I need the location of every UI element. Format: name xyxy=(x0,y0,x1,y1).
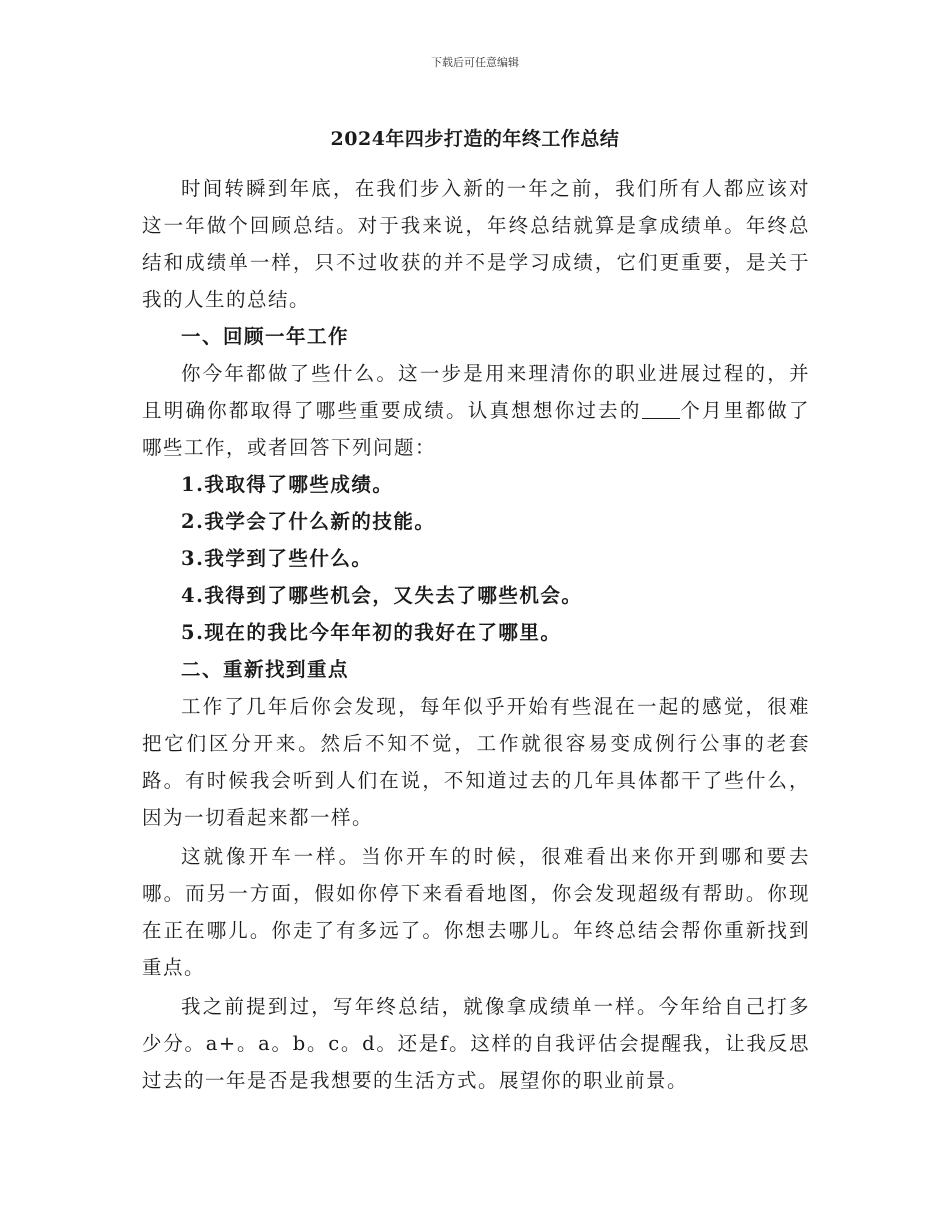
document-title: 2024年四步打造的年终工作总结 xyxy=(330,128,620,150)
document-body xyxy=(142,170,810,1099)
section1-text-after: 个月里都做了哪些工作，或者回答下列问题： xyxy=(142,399,810,459)
list-item: 4.我得到了哪些机会，又失去了哪些机会。 xyxy=(181,584,583,607)
fill-in-blank xyxy=(642,398,680,419)
section2-paragraph-2: 这就像开车一样。当你开车的时候，很难看出来你开到哪和要去哪。而另一方面，假如你停下来看看地图，你会发现超级有帮助。你现在正在哪儿。你走了有多远了。你想去哪儿。年终总结会帮你重新找到重点。 xyxy=(142,845,810,979)
section2-paragraph-3: 我之前提到过，写年终总结，就像拿成绩单一样。今年给自己打多少分。a+。a。b。c。d。还是f。这样的自我评估会提醒我，让我反思过去的一年是否是我想要的生活方式。展望你的职业前景。 xyxy=(142,995,810,1092)
intro-paragraph: 时间转瞬到年底，在我们步入新的一年之前，我们所有人都应该对这一年做个回顾总结。对于我来说，年终总结就算是拿成绩单。年终总结和成绩单一样，只不过收获的并不是学习成绩，它们更重要，是关于我的人生的总结。 xyxy=(142,177,810,311)
header-note: 下载后可任意编辑 xyxy=(431,56,519,69)
section-heading-review: 一、回顾一年工作 xyxy=(181,325,350,348)
list-item: 5.现在的我比今年年初的我好在了哪里。 xyxy=(181,621,562,644)
section-heading-refocus: 二、重新找到重点 xyxy=(181,658,350,681)
list-item: 1.我取得了哪些成绩。 xyxy=(181,473,394,496)
section1-paragraph xyxy=(142,355,810,466)
list-item: 3.我学到了些什么。 xyxy=(181,547,373,570)
section1-text-before: 你今年都做了些什么。这一步是用来理清你的职业进展过程的，并且明确你都取得了哪些重要成绩。认真想想你过去的 xyxy=(142,362,810,422)
list-item: 2.我学会了什么新的技能。 xyxy=(181,510,436,533)
section2-paragraph-1: 工作了几年后你会发现，每年似乎开始有些混在一起的感觉，很难把它们区分开来。然后不知不觉，工作就很容易变成例行公事的老套路。有时候我会听到人们在说，不知道过去的几年具体都干了些什么，因为一切看起来都一样。 xyxy=(142,695,810,829)
